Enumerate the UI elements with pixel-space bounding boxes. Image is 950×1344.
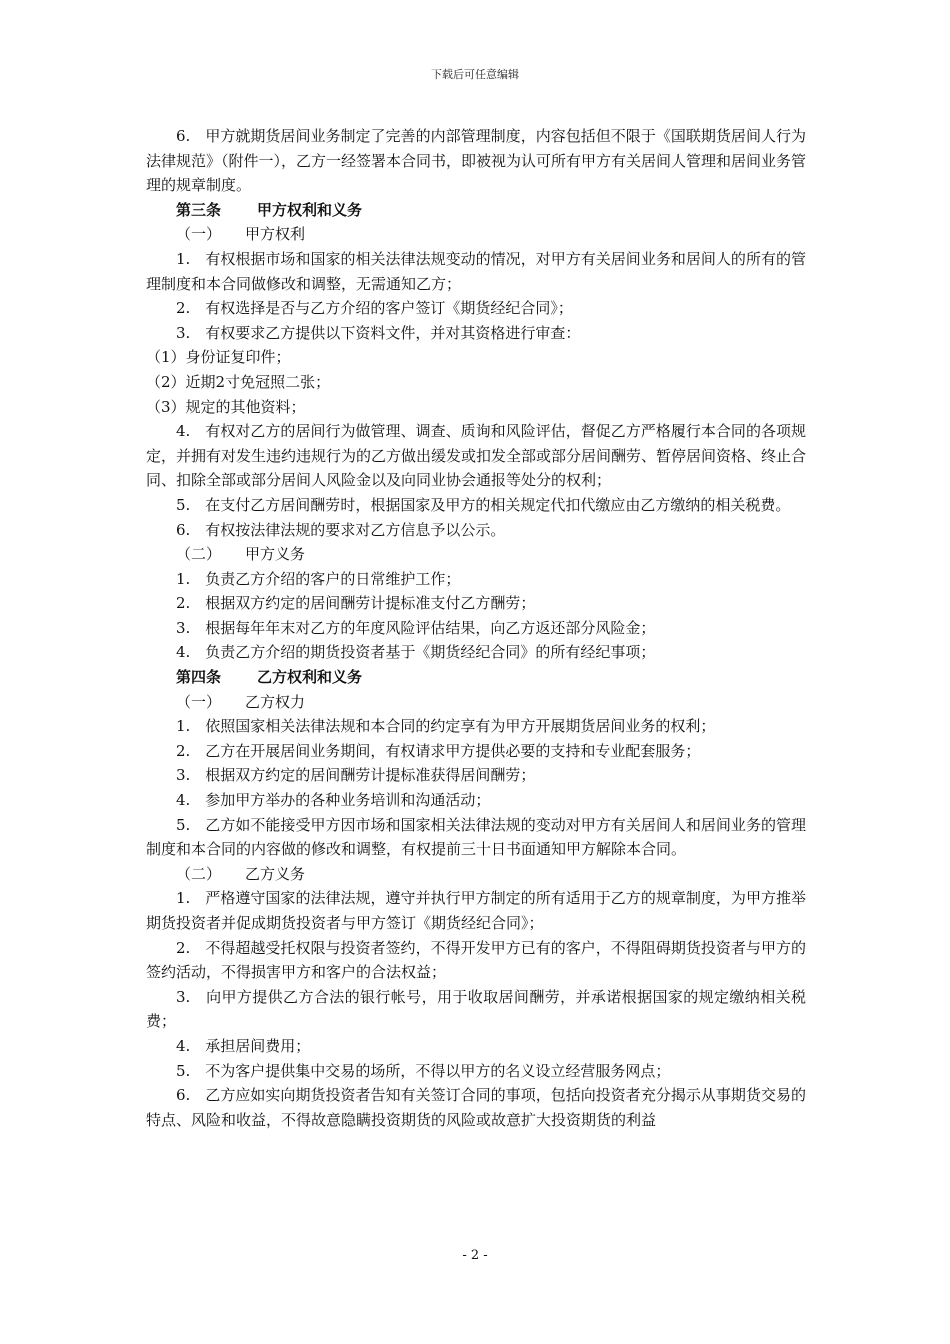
section-number: （二） bbox=[176, 545, 222, 564]
right-item-5: 5. 在支付乙方居间酬劳时，根据国家及甲方的相关规定代扣代缴应由乙方缴纳的相关税费。 bbox=[176, 495, 791, 514]
section-3-2-heading bbox=[146, 542, 806, 567]
party-b-duty-6: 6. 乙方应如实向期货投资者告知有关签订合同的事项，包括向投资者充分揭示从事期货交易的特点、风险和收益，不得故意隐瞒投资期货的风险或故意扩大投资期货的利益 bbox=[146, 1086, 806, 1129]
party-b-right-5: 5. 乙方如不能接受甲方因市场和国家相关法律法规的变动对甲方有关居间人和居间业务的管理制度和本合同的内容做的修改和调整，有权提前三十日书面通知甲方解除本合同。 bbox=[146, 815, 806, 859]
party-b-duty-4: 4. 承担居间费用； bbox=[176, 1036, 311, 1055]
right-item-6: 6. 有权按法律法规的要求对乙方信息予以公示。 bbox=[176, 520, 506, 539]
article-number: 第四条 bbox=[176, 668, 222, 687]
party-b-duty-2: 2. 不得超越受托权限与投资者签约，不得开发甲方已有的客户，不得阻碍期货投资者与甲方的签约活动，不得损害甲方和客户的合法权益； bbox=[146, 938, 806, 982]
page-number: - 2 - bbox=[462, 1248, 488, 1263]
section-title: 甲方义务 bbox=[245, 545, 306, 564]
section-title: 甲方权利 bbox=[245, 225, 306, 244]
section-number: （一） bbox=[176, 692, 222, 711]
article-title: 乙方权利和义务 bbox=[257, 668, 363, 687]
right-item-1: 1. 有权根据市场和国家的相关法律法规变动的情况，对甲方有关居间业务和居间人的所有的管理制度和本合同做修改和调整，无需通知乙方； bbox=[146, 249, 806, 293]
obligation-item-4: 4. 负责乙方介绍的期货投资者基于《期货经纪合同》的所有经纪事项； bbox=[176, 643, 656, 662]
section-number: （一） bbox=[176, 225, 222, 244]
article-4-heading bbox=[146, 665, 806, 690]
party-b-right-4: 4. 参加甲方举办的各种业务培训和沟通活动； bbox=[176, 791, 491, 810]
obligation-item-1: 1. 负责乙方介绍的客户的日常维护工作； bbox=[176, 569, 461, 588]
party-b-duty-5: 5. 不为客户提供集中交易的场所，不得以甲方的名义设立经营服务网点； bbox=[176, 1061, 671, 1080]
obligation-item-2: 2. 根据双方约定的居间酬劳计提标准支付乙方酬劳； bbox=[176, 594, 536, 613]
party-b-right-3: 3. 根据双方约定的居间酬劳计提标准获得居间酬劳； bbox=[176, 766, 536, 785]
right-item-2: 2. 有权选择是否与乙方介绍的客户签订《期货经纪合同》； bbox=[176, 299, 573, 318]
page-header: 下载后可任意编辑 bbox=[431, 68, 519, 81]
party-b-right-1: 1. 依照国家相关法律法规和本合同的约定享有为甲方开展期货居间业务的权利； bbox=[176, 717, 716, 736]
section-number: （二） bbox=[176, 864, 222, 883]
right-subitem-2: （2）近期2寸免冠照二张； bbox=[146, 372, 331, 391]
article-number: 第三条 bbox=[176, 200, 222, 219]
section-title: 乙方权力 bbox=[245, 692, 306, 711]
paragraph-1-6: 6. 甲方就期货居间业务制定了完善的内部管理制度，内容包括但不限于《国联期货居间人行为法律规范》（附件一），乙方一经签署本合同书，即被视为认可所有甲方有关居间人管理和居间业务管理的规章制度。 bbox=[146, 127, 807, 195]
party-b-duty-1: 1. 严格遵守国家的法律法规，遵守并执行甲方制定的所有适用于乙方的规章制度，为甲方推举期货投资者并促成期货投资者与甲方签订《期货经纪合同》； bbox=[146, 889, 806, 932]
right-item-3: 3. 有权要求乙方提供以下资料文件，并对其资格进行审查： bbox=[176, 323, 581, 342]
article-title: 甲方权利和义务 bbox=[257, 200, 363, 219]
section-title: 乙方义务 bbox=[245, 864, 306, 883]
party-b-duty-3: 3. 向甲方提供乙方合法的银行帐号，用于收取居间酬劳，并承诺根据国家的规定缴纳相关税费； bbox=[146, 987, 806, 1031]
obligation-item-3: 3. 根据每年年末对乙方的年度风险评估结果，向乙方返还部分风险金； bbox=[176, 618, 656, 637]
right-subitem-1: （1）身份证复印件； bbox=[146, 348, 291, 367]
right-item-4: 4. 有权对乙方的居间行为做管理、调查、质询和风险评估，督促乙方严格履行本合同的各项规定，并拥有对发生违约违规行为的乙方做出缓发或扣发全部或部分居间酬劳、暂停居间资格、终止合同、扣除全部或部分居间人风险金以及向同业协会通报等处分的权利； bbox=[146, 422, 807, 490]
contract-body bbox=[146, 124, 806, 1132]
section-4-2-heading bbox=[146, 862, 806, 887]
right-subitem-3: （3）规定的其他资料； bbox=[146, 397, 306, 416]
party-b-right-2: 2. 乙方在开展居间业务期间，有权请求甲方提供必要的支持和专业配套服务； bbox=[176, 741, 701, 760]
article-3-heading bbox=[146, 198, 806, 223]
section-4-1-heading bbox=[146, 690, 806, 715]
section-3-1-heading bbox=[146, 222, 806, 247]
